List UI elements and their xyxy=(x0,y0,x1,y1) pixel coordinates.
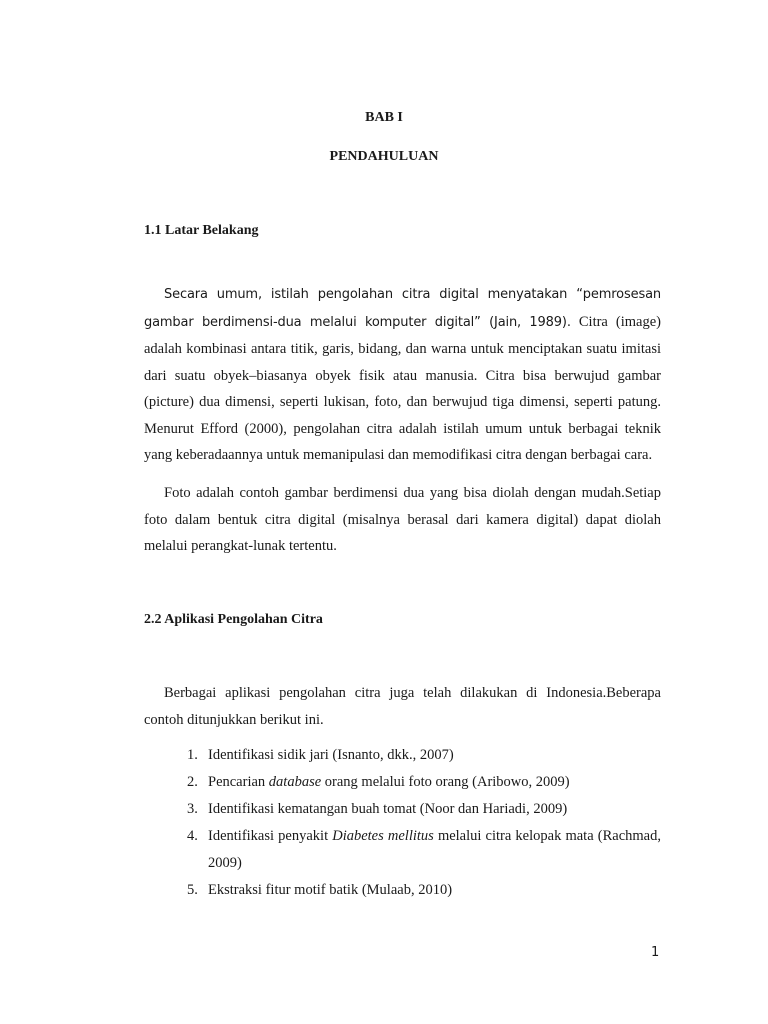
paragraph-1-body: Citra (image) adalah kombinasi antara titik, garis, bidang, dan warna untuk menciptakan suatu imitasi dari suatu obyek–biasanya obyek fisik atau manusia. Citra bisa berwujud gambar (picture) dua dimensi, seperti lukisan, foto, dan berwujud tiga dimensi, seperti patung. Menurut Efford (2000), pengolahan citra adalah istilah umum untuk berbagai teknik yang keberadaannya untuk memanipulasi dan memodifikasi citra dengan berbagai cara. xyxy=(144,313,661,463)
list-item xyxy=(144,769,661,796)
list-item xyxy=(144,742,661,769)
list-text: Ekstraksi fitur motif batik (Mulaab, 2010) xyxy=(208,882,453,898)
list-number: 1. xyxy=(187,747,198,763)
list-item xyxy=(144,796,661,823)
quoted-definition: Secara umum, istilah pengolahan citra digital menyatakan “pemrosesan gambar berdimensi-dua melalui komputer digital” (Jain, 1989). xyxy=(144,287,661,330)
list-text-italic: Diabetes mellitus xyxy=(332,828,434,844)
chapter-label: BAB I xyxy=(365,110,403,125)
list-number: 2. xyxy=(187,774,198,790)
section-2-heading: 2.2 Aplikasi Pengolahan Citra xyxy=(144,612,323,627)
list-item xyxy=(144,823,661,877)
list-text: Identifikasi sidik jari (Isnanto, dkk., 2007) xyxy=(208,747,454,763)
section-2-intro xyxy=(144,680,661,733)
paragraph-2-body: Foto adalah contoh gambar berdimensi dua yang bisa diolah dengan mudah.Setiap foto dalam bentuk citra digital (misalnya berasal dari kamera digital) dapat diolah melalui perangkat-lunak tertentu. xyxy=(144,485,661,554)
list-text: Identifikasi kematangan buah tomat (Noor dan Hariadi, 2009) xyxy=(208,801,568,817)
list-text-before: Identifikasi penyakit xyxy=(208,828,333,844)
section-1-paragraph-2 xyxy=(144,480,661,560)
chapter-title: PENDAHULUAN xyxy=(329,149,439,164)
page-number: 1 xyxy=(651,945,660,960)
section-1-heading: 1.1 Latar Belakang xyxy=(144,223,259,238)
list-text-after: orang melalui foto orang (Aribowo, 2009) xyxy=(321,774,570,790)
application-list xyxy=(144,742,661,904)
list-text-italic: database xyxy=(268,774,322,790)
list-number: 4. xyxy=(187,828,198,844)
list-item xyxy=(144,877,661,904)
list-number: 3. xyxy=(187,801,198,817)
section-1-paragraph-1 xyxy=(144,281,661,469)
intro-body: Berbagai aplikasi pengolahan citra juga telah dilakukan di Indonesia.Beberapa contoh ditunjukkan berikut ini. xyxy=(144,685,661,728)
list-text-before: Pencarian xyxy=(208,774,269,790)
list-text-after: melalui citra kelopak mata (Rachmad, 2009) xyxy=(208,828,661,871)
list-number: 5. xyxy=(187,882,198,898)
